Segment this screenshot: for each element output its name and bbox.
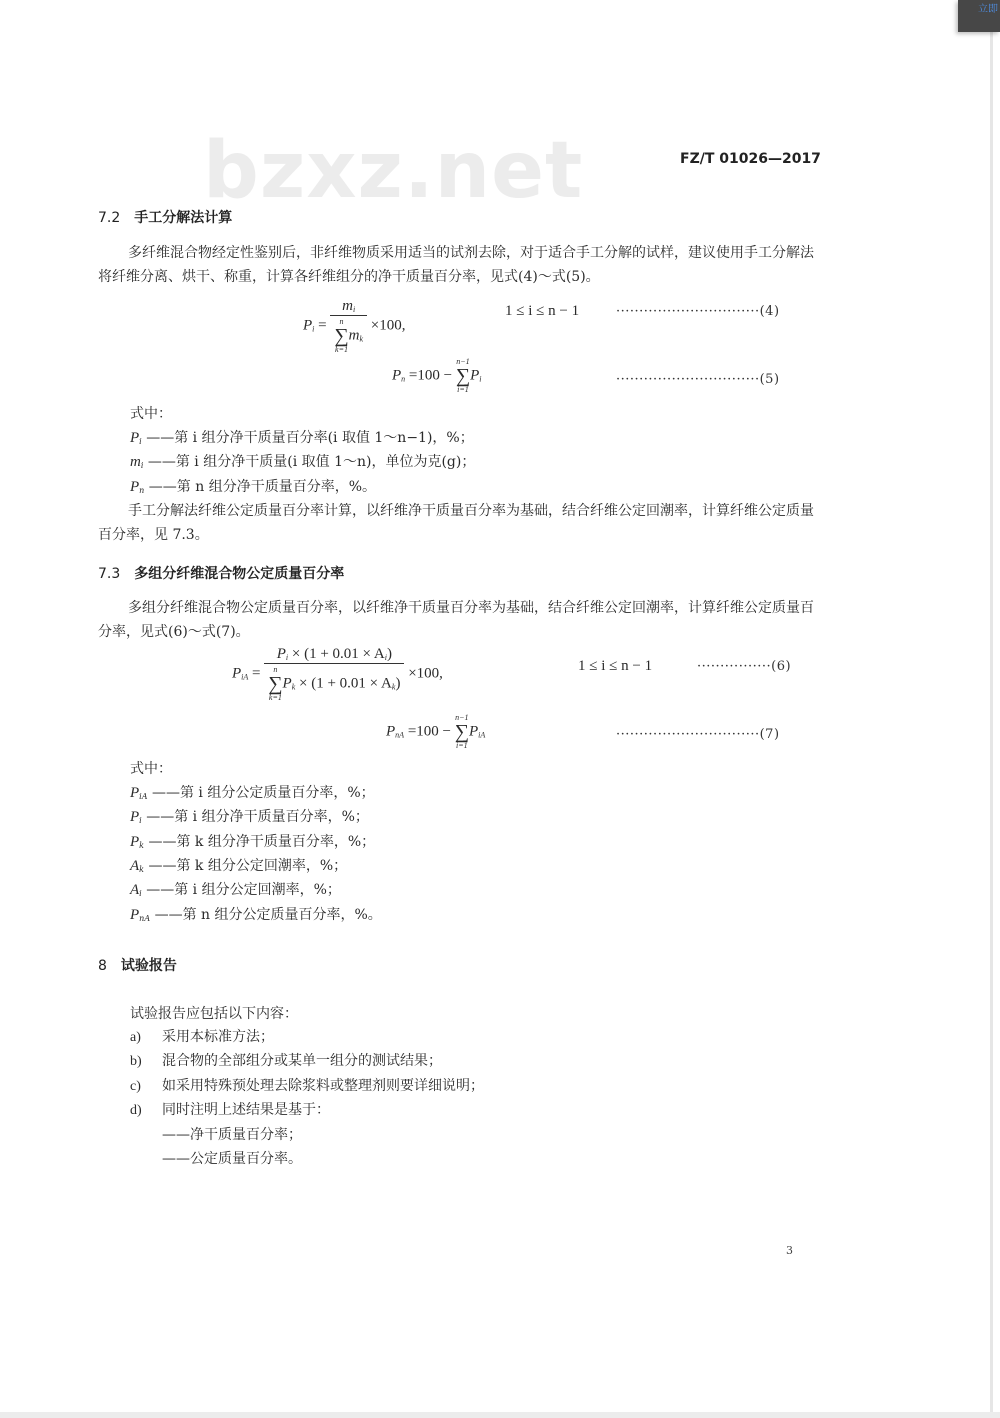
where-label: 式中： xyxy=(130,406,172,422)
paragraph-7-2-intro: 多纤维混合物经定性鉴别后，非纤维物质采用适当的试剂去除，对于适合手工分解的试样，建议使用手工分解法将纤维分离、烘干、称重，计算各纤维组分的净干质量百分率，见式(4)～式(5)。 xyxy=(98,245,814,285)
definition-row: $P_k$ ——第 k 组分净干质量百分率，%； xyxy=(130,834,376,850)
floating-corner-button[interactable] xyxy=(958,0,1000,32)
formula-7: $P_{nA} =100$ − n−1 ∑ i=1 $P_{iA}$ xyxy=(386,713,486,750)
formula-5: $P_n =100$ − n−1 ∑ i=1 $P_i$ xyxy=(392,357,482,394)
definition-row: $P_n$ ——第 n 组分净干质量百分率，%。 xyxy=(130,479,377,495)
standard-code: FZ/T 01026—2017 xyxy=(680,151,821,167)
section-title: 试验报告 xyxy=(120,958,177,974)
paragraph-7-2-closing: 手工分解法纤维公定质量百分率计算，以纤维净干质量百分率为基础，结合纤维公定回潮率，计算纤维公定质量百分率，见 7.3。 xyxy=(98,503,814,543)
formula-7-ref: ·······························(7) xyxy=(616,727,780,742)
definition-row: $A_i$ ——第 i 组分公定回潮率，%； xyxy=(130,882,341,898)
section-number: 7.3 xyxy=(98,566,121,582)
section-heading-8 xyxy=(98,955,177,975)
section-number: 7.2 xyxy=(98,210,121,226)
sub-list-item: ——公定质量百分率。 xyxy=(162,1151,302,1167)
definition-row: $A_k$ ——第 k 组分公定回潮率，%； xyxy=(130,858,348,874)
list-item: c) 如采用特殊预处理去除浆料或整理剂则要详细说明； xyxy=(130,1078,484,1094)
where-label: 式中： xyxy=(130,761,172,777)
section-heading-7-2 xyxy=(98,207,232,227)
viewer-bottom-edge xyxy=(0,1412,1000,1418)
sub-list-item: ——净干质量百分率； xyxy=(162,1127,302,1143)
section-number: 8 xyxy=(98,958,107,974)
list-item: d) 同时注明上述结果是基于： xyxy=(130,1102,330,1118)
formula-4-ref: ·······························(4) xyxy=(616,304,780,319)
formula-6-condition: 1 ≤ i ≤ n − 1 xyxy=(578,658,653,674)
definition-row: $m_i$ ——第 i 组分净干质量(i 取值 1～n)，单位为克(g)； xyxy=(130,454,476,470)
report-intro: 试验报告应包括以下内容： xyxy=(130,1006,298,1022)
formula-6-ref: ················(6) xyxy=(697,659,792,674)
formula-4-condition: 1 ≤ i ≤ n − 1 xyxy=(505,303,580,319)
definition-row: $P_{nA}$ ——第 n 组分公定质量百分率，%。 xyxy=(130,907,382,923)
formula-6: $P_{iA}$ = $P_i \times (1 + 0.01 \times A_i)$ n ∑ k=1 $P_k \times (1 + 0.01 \times A_k)$ ×100, xyxy=(232,646,443,702)
formula-4: $P_i$ = $m_i$ n ∑ k=1 $m_k$ ×100, xyxy=(303,298,406,354)
list-item: b) 混合物的全部组分或某单一组分的测试结果； xyxy=(130,1053,442,1069)
paragraph-7-3-intro: 多组分纤维混合物公定质量百分率，以纤维净干质量百分率为基础，结合纤维公定回潮率，计算纤维公定质量百分率，见式(6)～式(7)。 xyxy=(98,600,814,640)
formula-5-ref: ·······························(5) xyxy=(616,372,780,387)
watermark: bzxz.net xyxy=(203,126,584,216)
definition-row: $P_i$ ——第 i 组分净干质量百分率(i 取值 1～n−1)，%； xyxy=(130,430,474,446)
section-title: 手工分解法计算 xyxy=(134,210,233,226)
definition-row: $P_i$ ——第 i 组分净干质量百分率，%； xyxy=(130,809,369,825)
section-heading-7-3 xyxy=(98,563,344,583)
corner-button-label: 立即 xyxy=(978,4,998,15)
section-title: 多组分纤维混合物公定质量百分率 xyxy=(134,566,345,582)
definition-row: $P_{iA}$ ——第 i 组分公定质量百分率，%； xyxy=(130,785,375,801)
list-item: a) 采用本标准方法； xyxy=(130,1029,274,1045)
page-number: 3 xyxy=(786,1244,793,1257)
